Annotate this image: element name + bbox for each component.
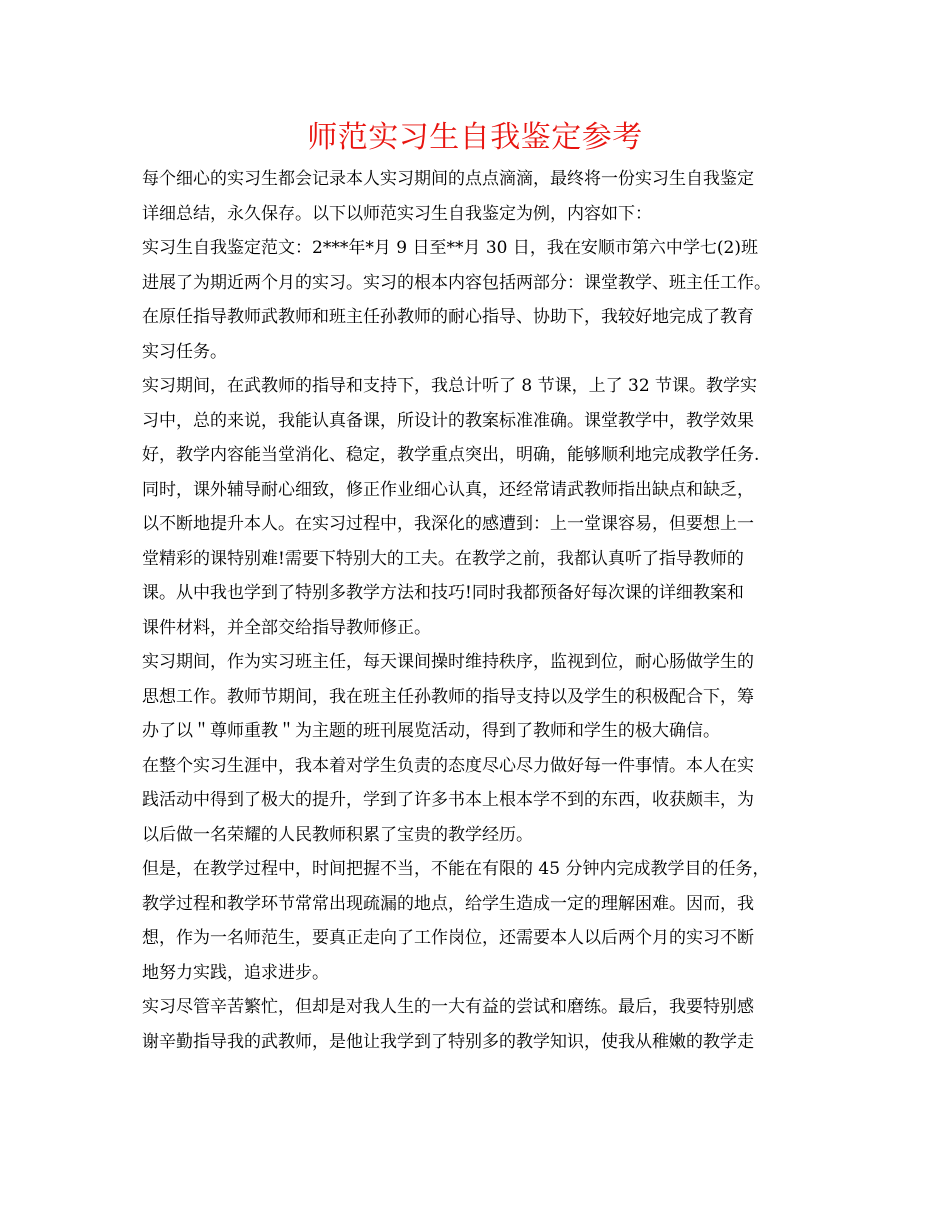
text-line: 实习期间，作为实习班主任，每天课间操时维持秩序，监视到位，耐心肠做学生的	[142, 652, 754, 672]
text-line: 教学过程和教学环节常常出现疏漏的地点，给学生造成一定的理解困难。因而，我	[142, 893, 754, 914]
text-line: 堂精彩的课特别难!需要下特别大的工夫。在教学之前，我都认真听了指导教师的	[142, 548, 744, 569]
text-line: 在原任指导教师武教师和班主任孙教师的耐心指导、协助下，我较好地完成了教育	[142, 307, 754, 327]
text-line: 想，作为一名师范生，要真正走向了工作岗位，还需要本人以后两个月的实习不断	[142, 928, 754, 948]
text-line: 思想工作。教师节期间，我在班主任孙教师的指导支持以及学生的积极配合下，筹	[142, 686, 754, 707]
document-title: 师范实习生自我鉴定参考	[307, 120, 643, 155]
text-line: 以不断地提升本人。在实习过程中，我深化的感遭到：上一堂课容易，但要想上一	[142, 514, 754, 534]
text-line: 课件材料，并全部交给指导教师修正。	[142, 617, 431, 638]
text-line: 课。从中我也学到了特别多教学方法和技巧!同时我都预备好每次课的详细教案和	[142, 583, 744, 603]
text-line: 实习期间，在武教师的指导和支持下，我总计听了 8 节课，上了 32 节课。教学实	[142, 376, 758, 396]
text-line: 实习尽管辛苦繁忙，但却是对我人生的一大有益的尝试和磨练。最后，我要特别感	[142, 997, 754, 1017]
text-line: 好，教学内容能当堂消化、稳定，教学重点突出，明确，能够顺利地完成教学任务.	[142, 445, 760, 465]
text-line: 地努力实践，追求进步。	[142, 962, 329, 983]
text-line: 在整个实习生涯中，我本着对学生负责的态度尽心尽力做好每一件事情。本人在实	[142, 755, 754, 776]
text-line: 但是，在教学过程中，时间把握不当，不能在有限的 45 分钟内完成教学目的任务，	[142, 859, 770, 879]
text-line: 详细总结，永久保存。以下以师范实习生自我鉴定为例，内容如下：	[142, 203, 652, 224]
document-body	[142, 162, 828, 1059]
text-line: 实习生自我鉴定范文：2***年*月 9 日至**月 30 日，我在安顺市第六中学七(2)班	[142, 238, 758, 258]
text-line: 同时，课外辅导耐心细致，修正作业细心认真，还经常请武教师指出缺点和缺乏，	[142, 479, 754, 500]
text-line: 办了以＂尊师重教＂为主题的班刊展览活动，得到了教师和学生的极大确信。	[142, 721, 720, 741]
text-line: 习中，总的来说，我能认真备课，所设计的教案标准准确。课堂教学中，教学效果	[142, 410, 754, 431]
text-line: 践活动中得到了极大的提升，学到了许多书本上根本学不到的东西，收获颇丰，为	[142, 790, 754, 810]
text-line: 谢辛勤指导我的武教师，是他让我学到了特别多的教学知识，使我从稚嫩的教学走	[142, 1031, 754, 1052]
text-line: 以后做一名荣耀的人民教师积累了宝贵的教学经历。	[142, 824, 533, 845]
text-line: 实习任务。	[142, 341, 227, 362]
text-line: 进展了为期近两个月的实习。实习的根本内容包括两部分：课堂教学、班主任工作。	[142, 272, 771, 293]
text-line: 每个细心的实习生都会记录本人实习期间的点点滴滴，最终将一份实习生自我鉴定	[142, 169, 754, 189]
